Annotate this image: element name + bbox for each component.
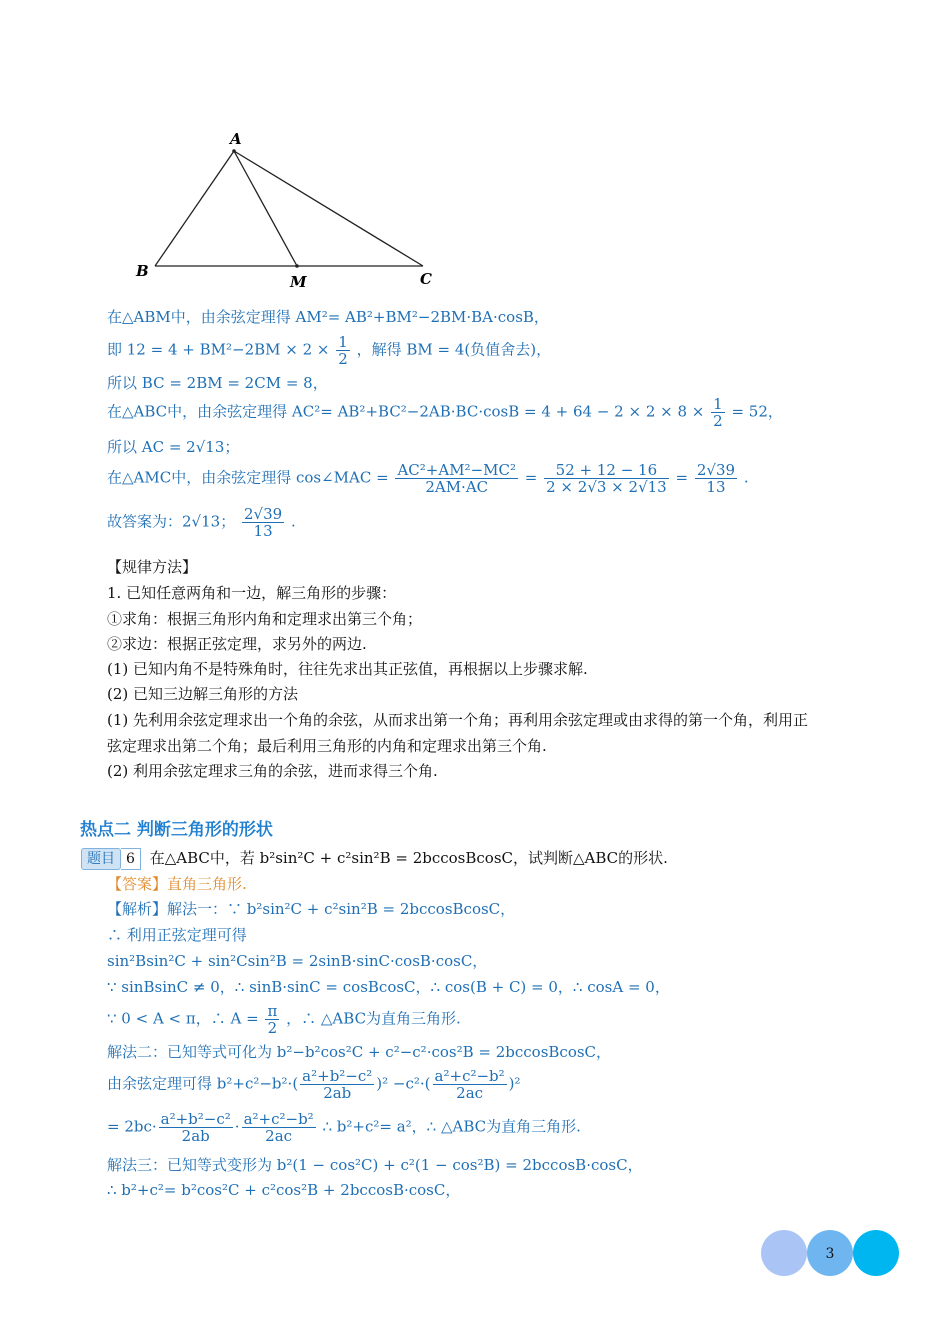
analysis-line: ∴ b²+c²= b²cos²C + c²cos²B + 2bccosB·cosC，	[107, 1181, 461, 1199]
fraction-cosc: $\frac{\text{a²+b²−c²}}{2ab}$	[302, 1067, 373, 1102]
side-ab	[155, 151, 234, 266]
fraction-result: $\frac{2√39}{13}$	[696, 461, 736, 496]
analysis-line: 由余弦定理可得 b²+c²−b²·( $\frac{\text{a²+b²−c²}}{2ab}$ )² −c²·( $\frac{\text{a²+c²−b²}}{2ac}$ )²	[107, 1067, 521, 1102]
fraction-answer: $\frac{2√39}{13}$	[243, 505, 283, 540]
badge-circle-right	[853, 1230, 899, 1276]
analysis-line: ∵ 0 < A < π，∴ A = $\frac{\pi}{2}$ ，∴ △ABC为直角三角形.	[107, 1002, 461, 1037]
method-item: (1) 已知内角不是特殊角时，往往先求出其正弦值，再根据以上步骤求解.	[107, 660, 588, 678]
side-ac	[234, 151, 423, 266]
method-item: (2) 已知三边解三角形的方法	[107, 685, 299, 703]
question-tag: 题目	[81, 848, 121, 870]
answer-line: 【答案】直角三角形.	[107, 875, 247, 893]
question-number: 6	[121, 848, 141, 870]
solution-line-3: 所以 BC = 2BM = 2CM = 8，	[107, 374, 328, 392]
fraction-cosb: $\frac{\text{a²+c²−b²}}{2ac}$	[434, 1067, 505, 1102]
triangle-figure	[130, 128, 450, 293]
method-title: 【规律方法】	[107, 558, 198, 576]
analysis-line: 解法二：已知等式可化为 b²−b²cos²C + c²−c²·cos²B = 2bccosBcosC，	[107, 1043, 612, 1061]
fraction-half: $\frac{1}{2}$	[713, 395, 723, 430]
solution-line-1: 在△ABM中，由余弦定理得 AM²= AB²+BM²−2BM·BA·cosB，	[107, 308, 549, 326]
solution-line-5: 所以 AC = 2√13；	[107, 438, 240, 456]
method-item: (2) 利用余弦定理求三角的余弦，进而求得三个角.	[107, 762, 438, 780]
analysis-line: ∵ sinBsinC ≠ 0，∴ sinB·sinC = cosBcosC，∴ cos(B + C) = 0，∴ cosA = 0，	[107, 978, 670, 996]
label-m: M	[290, 273, 307, 291]
fraction-pi-half: $\frac{\pi}{2}$	[267, 1002, 278, 1037]
label-a: A	[230, 130, 242, 148]
solution-line-4: 在△ABC中，由余弦定理得 AC²= AB²+BC²−2AB·BC·cosB = 4 + 64 − 2 × 2 × 8 × $\frac{1}{2}$ = 52，	[107, 395, 783, 430]
section-heading: 热点二 判断三角形的形状	[80, 820, 273, 840]
segment-am	[234, 151, 297, 266]
method-item: ①求角：根据三角形内角和定理求出第三个角；	[107, 610, 423, 628]
analysis-line: sin²Bsin²C + sin²Csin²B = 2sinB·sinC·cosB·cosC，	[107, 952, 488, 970]
fraction-substitution: $\frac{52 + 12 - 16}{2 \times 2√3 \times 2√13}$	[546, 461, 667, 496]
analysis-line: 解法三：已知等式变形为 b²(1 − cos²C) + c²(1 − cos²B) = 2bccosB·cosC，	[107, 1156, 643, 1174]
fraction-cosc: $\frac{\text{a²+b²−c²}}{2ab}$	[160, 1110, 231, 1145]
label-c: C	[420, 270, 432, 288]
solution-line-6: 在△AMC中，由余弦定理得 cos∠MAC = $\frac{\text{AC²+AM²−MC²}}{2AM\cdot AC}$ = $\frac{52 + 12 - 16}{2 \times 2√3 \times 2√13}$ = $\frac{2√39}{13}$ .	[107, 461, 749, 496]
fraction-cosb: $\frac{\text{a²+c²−b²}}{2ac}$	[243, 1110, 314, 1145]
fraction-cos-formula: $\frac{\text{AC²+AM²−MC²}}{2AM\cdot AC}$	[397, 461, 516, 496]
method-item: ②求边：根据正弦定理，求另外的两边.	[107, 635, 367, 653]
analysis-line: ∴ 利用正弦定理可得	[107, 926, 247, 944]
solution-line-7: 故答案为：2√13； $\frac{2√39}{13}$ .	[107, 505, 296, 540]
page-number: 3	[825, 1246, 835, 1262]
badge-circle-left	[761, 1230, 807, 1276]
method-item: 1. 已知任意两角和一边，解三角形的步骤：	[107, 584, 397, 602]
label-b: B	[136, 262, 149, 280]
method-item: (1) 先利用余弦定理求出一个角的余弦，从而求出第一个角；再利用余弦定理或由求得的第一个角，利用正	[107, 711, 809, 729]
question-line: 题目 6 在△ABC中，若 b²sin²C + c²sin²B = 2bccosBcosC，试判断△ABC的形状.	[81, 848, 668, 870]
analysis-line: 【解析】解法一：∵ b²sin²C + c²sin²B = 2bccosBcosC，	[107, 900, 516, 918]
fraction-half: $\frac{1}{2}$	[338, 333, 348, 368]
method-item: 弦定理求出第二个角；最后利用三角形的内角和定理求出第三个角.	[107, 737, 547, 755]
solution-line-2: 即 12 = 4 + BM²−2BM × 2 × $\frac{1}{2}$ ，解得 BM = 4(负值舍去)，	[107, 333, 552, 368]
page-number-badge	[760, 1228, 902, 1278]
analysis-line: = 2bc· $\frac{\text{a²+b²−c²}}{2ab}$ · $\frac{\text{a²+c²−b²}}{2ac}$ ∴ b²+c²= a²，∴ △ABC为直角三角形.	[107, 1110, 581, 1145]
